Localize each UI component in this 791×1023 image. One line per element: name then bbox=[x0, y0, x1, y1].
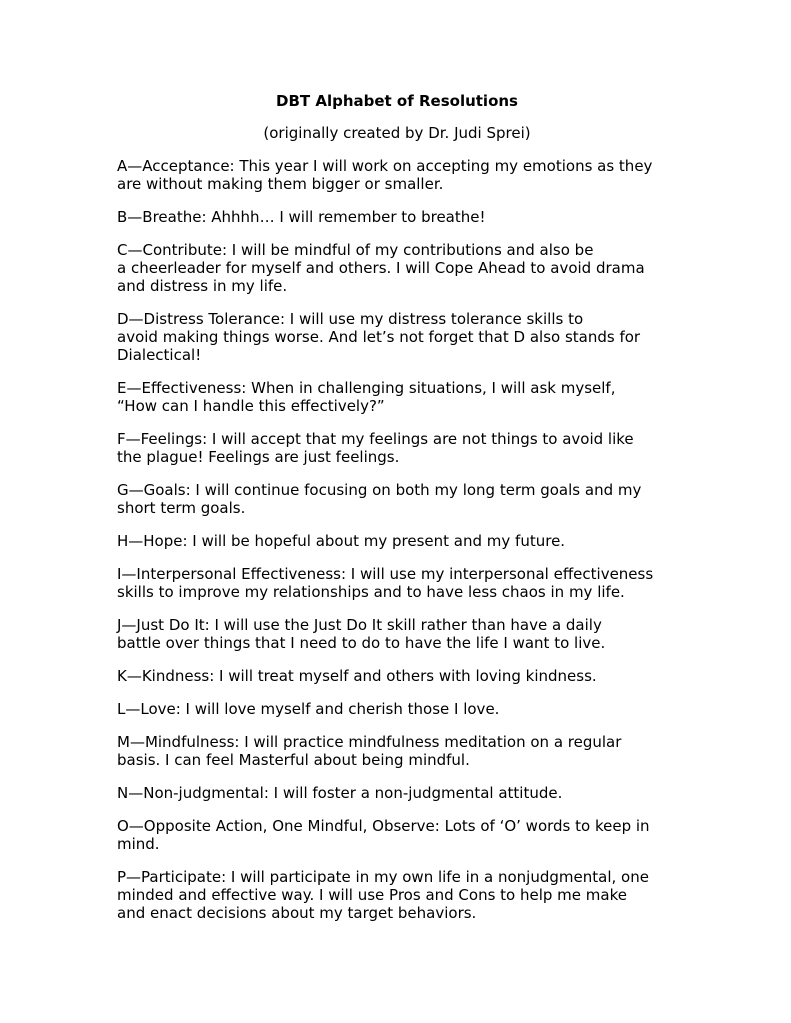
resolution-entry bbox=[117, 379, 677, 415]
resolution-list bbox=[117, 157, 677, 922]
resolution-line: G—Goals: I will continue focusing on both my long term goals and my bbox=[117, 481, 642, 499]
resolution-entry bbox=[117, 868, 677, 922]
resolution-entry bbox=[117, 667, 677, 685]
resolution-line: I—Interpersonal Effectiveness: I will use my interpersonal effectiveness bbox=[117, 565, 654, 583]
resolution-line: J—Just Do It: I will use the Just Do It skill rather than have a daily bbox=[117, 616, 602, 634]
resolution-line: N—Non-judgmental: I will foster a non-judgmental attitude. bbox=[117, 784, 563, 802]
resolution-entry bbox=[117, 733, 677, 769]
resolution-line: minded and effective way. I will use Pros and Cons to help me make bbox=[117, 886, 627, 904]
resolution-entry bbox=[117, 157, 677, 193]
resolution-entry bbox=[117, 700, 677, 718]
resolution-entry bbox=[117, 310, 677, 364]
resolution-line: basis. I can feel Masterful about being mindful. bbox=[117, 751, 470, 769]
document-subtitle: (originally created by Dr. Judi Sprei) bbox=[263, 124, 531, 142]
document-page bbox=[117, 92, 677, 937]
resolution-line: mind. bbox=[117, 835, 160, 853]
resolution-line: M—Mindfulness: I will practice mindfulness meditation on a regular bbox=[117, 733, 622, 751]
resolution-line: battle over things that I need to do to have the life I want to live. bbox=[117, 634, 606, 652]
resolution-line: E—Effectiveness: When in challenging situations, I will ask myself, bbox=[117, 379, 616, 397]
resolution-entry bbox=[117, 481, 677, 517]
resolution-line: F—Feelings: I will accept that my feelings are not things to avoid like bbox=[117, 430, 634, 448]
resolution-line: K—Kindness: I will treat myself and others with loving kindness. bbox=[117, 667, 597, 685]
resolution-entry bbox=[117, 784, 677, 802]
resolution-line: P—Participate: I will participate in my own life in a nonjudgmental, one bbox=[117, 868, 649, 886]
resolution-line: L—Love: I will love myself and cherish those I love. bbox=[117, 700, 500, 718]
resolution-line: H—Hope: I will be hopeful about my present and my future. bbox=[117, 532, 566, 550]
resolution-line: C—Contribute: I will be mindful of my contributions and also be bbox=[117, 241, 594, 259]
resolution-entry bbox=[117, 616, 677, 652]
resolution-line: skills to improve my relationships and to have less chaos in my life. bbox=[117, 583, 625, 601]
resolution-entry bbox=[117, 208, 677, 226]
resolution-entry bbox=[117, 430, 677, 466]
resolution-entry bbox=[117, 565, 677, 601]
resolution-line: and distress in my life. bbox=[117, 277, 288, 295]
resolution-line: avoid making things worse. And let’s not forget that D also stands for bbox=[117, 328, 641, 346]
document-title: DBT Alphabet of Resolutions bbox=[276, 92, 518, 110]
resolution-entry bbox=[117, 817, 677, 853]
resolution-line: the plague! Feelings are just feelings. bbox=[117, 448, 400, 466]
resolution-line: B—Breathe: Ahhhh… I will remember to breathe! bbox=[117, 208, 486, 226]
resolution-entry bbox=[117, 241, 677, 295]
resolution-line: are without making them bigger or smaller. bbox=[117, 175, 444, 193]
resolution-line: Dialectical! bbox=[117, 346, 202, 364]
resolution-entry bbox=[117, 532, 677, 550]
resolution-line: a cheerleader for myself and others. I will Cope Ahead to avoid drama bbox=[117, 259, 645, 277]
resolution-line: short term goals. bbox=[117, 499, 246, 517]
resolution-line: D—Distress Tolerance: I will use my distress tolerance skills to bbox=[117, 310, 584, 328]
resolution-line: “How can I handle this effectively?” bbox=[117, 397, 385, 415]
resolution-line: A—Acceptance: This year I will work on accepting my emotions as they bbox=[117, 157, 653, 175]
resolution-line: and enact decisions about my target behaviors. bbox=[117, 904, 477, 922]
resolution-line: O—Opposite Action, One Mindful, Observe: Lots of ‘O’ words to keep in bbox=[117, 817, 650, 835]
